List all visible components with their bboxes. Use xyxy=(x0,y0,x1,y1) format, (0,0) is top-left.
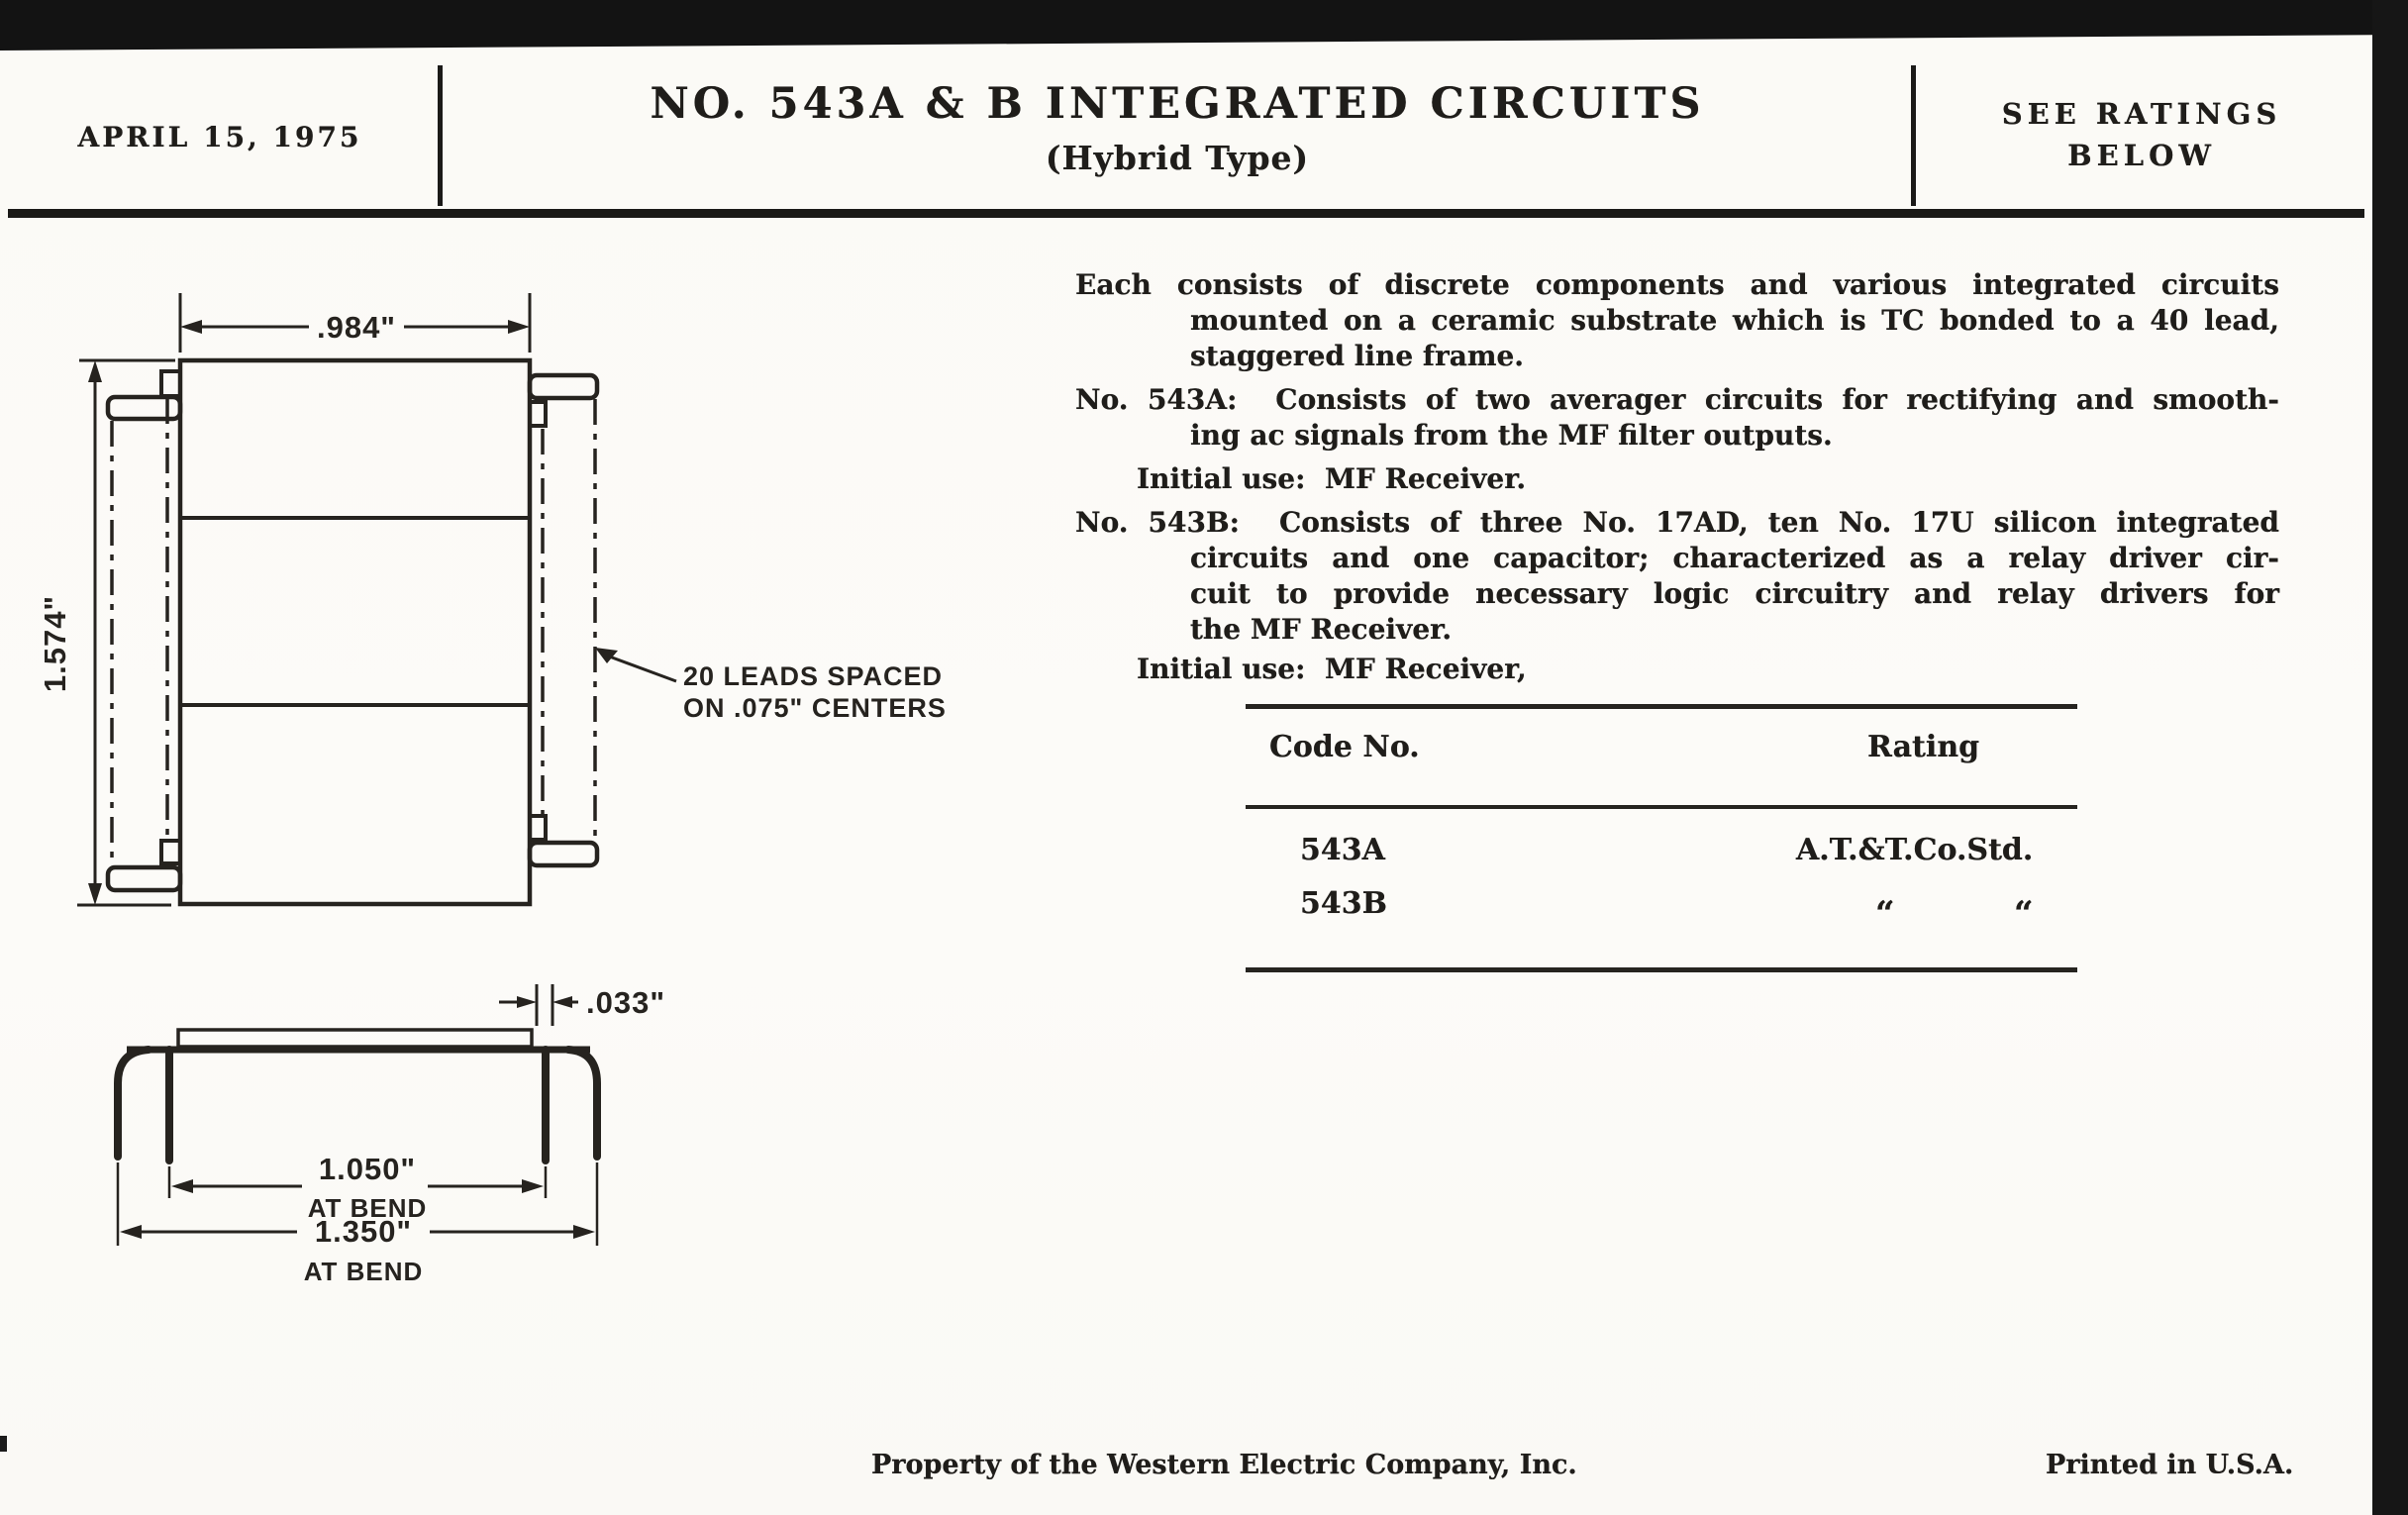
height-extension-lines xyxy=(77,360,175,905)
width-dimension-label: .984" xyxy=(316,310,397,345)
lead-rail-top-left xyxy=(108,397,180,419)
outer-dimension-label: 1.350" xyxy=(314,1214,413,1249)
document-date: APRIL 15, 1975 xyxy=(77,121,362,153)
lead-tab-top-left xyxy=(161,371,180,396)
description-line: No. 543B: Consists of three No. 17AD, ten No. 17U silicon integrated xyxy=(1075,506,2279,539)
table-header-code: Code No. xyxy=(1269,730,1420,764)
footer-printed-notice: Printed in U.S.A. xyxy=(2046,1450,2294,1480)
arrowhead-right xyxy=(508,320,530,334)
description-line: ing ac signals from the MF filter outputs. xyxy=(1190,419,1833,452)
inner-dimension-note: AT BEND xyxy=(307,1193,428,1223)
footer-property-notice: Property of the Western Electric Company, Inc. xyxy=(871,1450,1577,1480)
lead-tab-top-right xyxy=(530,402,546,426)
leads-callout-leader xyxy=(604,655,676,681)
leads-callout-line1: 20 LEADS SPACED xyxy=(683,661,944,691)
offset-arrow-left xyxy=(517,996,537,1008)
lead-tab-bottom-left xyxy=(161,841,180,863)
offset-dimension-label: .033" xyxy=(586,985,666,1020)
lead-rail-bottom-right xyxy=(530,843,597,865)
inner-arrow-left xyxy=(171,1179,193,1193)
substrate-section-lines xyxy=(180,518,530,705)
lead-tab-bottom-right xyxy=(530,816,546,840)
arrowhead-down xyxy=(88,883,102,905)
arrowhead-left xyxy=(180,320,202,334)
page-subtitle: (Hybrid Type) xyxy=(1045,139,1310,177)
outer-arrow-left xyxy=(120,1225,142,1239)
plan-view xyxy=(38,293,947,905)
lead-outer-right xyxy=(568,1050,597,1157)
side-body-outline xyxy=(178,1030,532,1047)
inner-arrow-right xyxy=(522,1179,544,1193)
description-line: Initial use: MF Receiver, xyxy=(1137,653,1527,685)
description-line: No. 543A: Consists of two averager circuits for rectifying and smooth- xyxy=(1075,383,2279,416)
package-body-outline xyxy=(180,360,530,904)
offset-extension-lines xyxy=(537,984,552,1026)
inner-dimension-label: 1.050" xyxy=(318,1152,417,1186)
outer-dimension-note: AT BEND xyxy=(303,1257,424,1286)
table-cell-rating-543a: A.T.&T.Co.Std. xyxy=(1796,833,2034,867)
description-line: the MF Receiver. xyxy=(1190,613,1453,646)
table-cell-code-543a: 543A xyxy=(1300,833,1385,867)
lead-rail-bottom-left xyxy=(108,867,180,890)
description-line: Initial use: MF Receiver. xyxy=(1137,462,1527,495)
leads-callout-arrowhead xyxy=(595,648,618,663)
table-cell-ditto-right: “ xyxy=(2014,894,2034,934)
page-title: NO. 543A & B INTEGRATED CIRCUITS xyxy=(650,79,1705,129)
table-header-rating: Rating xyxy=(1867,730,1980,764)
outer-arrow-right xyxy=(573,1225,595,1239)
description-line: Each consists of discrete components and various integrated circuits xyxy=(1075,268,2279,301)
lead-outer-left xyxy=(118,1050,149,1157)
ratings-note-line2: BELOW xyxy=(2067,139,2216,172)
description-line: staggered line frame. xyxy=(1190,340,1525,372)
lead-rail-top-right xyxy=(530,375,597,398)
table-cell-ditto-left: “ xyxy=(1875,894,1895,934)
table-cell-code-543b: 543B xyxy=(1300,886,1387,921)
ratings-note-line1: SEE RATINGS xyxy=(2001,97,2282,131)
description-line: circuits and one capacitor; characterized as a relay driver cir- xyxy=(1190,542,2279,574)
description-line: cuit to provide necessary logic circuitry and relay drivers for xyxy=(1190,577,2279,610)
height-dimension-label: 1.574" xyxy=(38,594,72,693)
description-line: mounted on a ceramic substrate which is TC bonded to a 40 lead, xyxy=(1190,304,2279,337)
leads-callout-line2: ON .075" CENTERS xyxy=(683,693,947,723)
side-view xyxy=(118,984,665,1286)
offset-arrow-right xyxy=(552,996,572,1008)
arrowhead-up xyxy=(88,360,102,382)
